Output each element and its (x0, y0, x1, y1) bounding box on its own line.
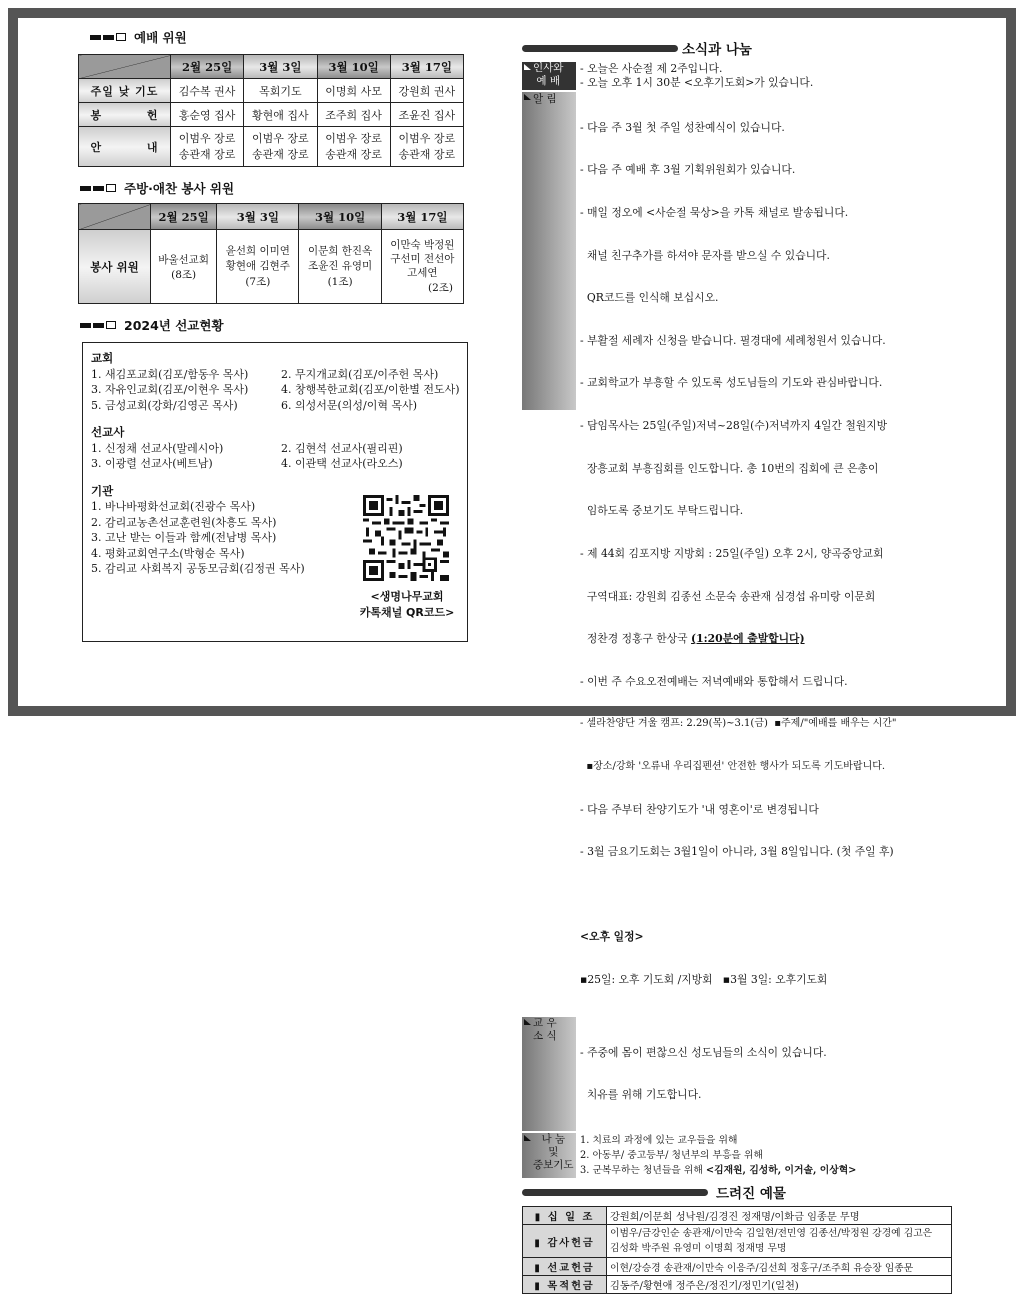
news-line: 1. 치료의 과정에 있는 교우들을 위해 (580, 1135, 738, 1147)
date-header: 3월 17일 (390, 55, 463, 79)
heading-bar (522, 1189, 708, 1196)
worship-heading (90, 28, 468, 46)
church: 6. 의성서문(의성/이혁 목사) (281, 398, 418, 412)
label-text: 목적헌금 (547, 1280, 595, 1293)
label-wrap (524, 92, 576, 106)
news-line: 채널 친구추가를 하셔야 문자를 받으실 수 있습니다. (580, 248, 830, 262)
row-label: 안 내 (79, 127, 171, 167)
table-cell: 홍순영 집사 (171, 103, 244, 127)
church: 3. 자유인교회(김포/이현우 목사) (91, 383, 249, 396)
kitchen-table (78, 203, 464, 304)
news-line: - 주중에 몸이 편찮으신 성도님들의 소식이 있습니다. (580, 1045, 827, 1059)
missionary: 1. 신정채 선교사(말레시아) (91, 441, 224, 455)
table-cell: 이범우 장로 송관재 장로 (244, 127, 317, 167)
news-line: - 다음 주부터 찬양기도가 '내 영혼이'로 변경됩니다 (580, 802, 819, 816)
news-line (580, 632, 952, 646)
news-line: - 다음 주 예배 후 3월 기획위원회가 있습니다. (580, 163, 796, 177)
news-line: - 이번 주 수요오전예배는 저녁예배와 통합해서 드립니다. (580, 674, 848, 688)
table-cell (151, 230, 217, 304)
qr-caption (347, 589, 467, 621)
news-line: 구역대표: 강원희 김종선 소문숙 송관재 심경섭 유미랑 이문희 (580, 589, 876, 603)
date-header: 3월 3일 (244, 55, 317, 79)
list-item (91, 367, 461, 383)
table-corner (79, 204, 151, 230)
names: 바울선교회 (158, 253, 209, 266)
news-line: 치유를 위해 기도합니다. (580, 1088, 702, 1102)
bullet-icon (80, 186, 91, 191)
names: 이문희 한진옥 조윤진 유영미 (307, 245, 373, 272)
list-item: 1. 바나바평화선교회(진광수 목사) (91, 500, 256, 513)
news-line: 임하도록 중보기도 부탁드립니다. (580, 504, 744, 518)
church: 1. 새김포교회(김포/함동우 목사) (91, 367, 249, 381)
label-text: 감사헌금 (547, 1236, 595, 1249)
list-item: 3. 고난 받는 이들과 함께(전남병 목사) (91, 531, 277, 544)
mission-title: 2024년 선교현황 (124, 318, 224, 333)
table-cell: 이범우/금강인순 송관재/이만숙 김일현/전민영 김종선/박정원 강경예 김고은 김성화 박주원 유영미 이명희 정재명 무명 (607, 1225, 952, 1258)
news-line: - 담임목사는 25일(주일)저녁~28일(수)저녁까지 4일간 철원지방 (580, 419, 888, 433)
mission-box (82, 342, 468, 642)
offering-table (522, 1206, 952, 1294)
news-line: - 부활절 세례자 신청을 받습니다. 필경대에 세례청원서 있습니다. (580, 333, 886, 347)
news-section-care (522, 1017, 952, 1131)
section-label (522, 92, 576, 410)
list-item (91, 441, 461, 457)
list-item: 4. 평화교회연구소(박형순 목사) (91, 546, 245, 560)
triangle-icon (524, 64, 531, 70)
group: (2조) (427, 282, 453, 294)
table-cell: 강원희/이문희 성낙원/김경진 정재명/이화금 임종문 무명 (607, 1207, 952, 1225)
news-line: - 오늘 오후 1시 30분 <오후기도회>가 있습니다. (580, 76, 814, 90)
section-label (522, 1133, 576, 1178)
row-label: ▮ 십 일 조 (523, 1207, 607, 1225)
offering-title: 드려진 예물 (716, 1186, 786, 1203)
church-title: 교회 (91, 351, 114, 365)
schedule-title: <오후 일정> (580, 930, 644, 944)
date-header: 3월 17일 (381, 204, 463, 230)
news-line (580, 1163, 952, 1178)
missionary: 3. 이광렬 선교사(베트남) (91, 457, 213, 470)
row-label: 봉사 위원 (79, 230, 151, 304)
table-cell: 목회기도 (244, 79, 317, 103)
news-heading (522, 38, 952, 58)
section-body (576, 1133, 952, 1178)
names: 이만숙 박정원 구선미 전선아 고세연 (390, 239, 455, 279)
news-line: - 매일 정오에 <사순절 묵상>을 카톡 채널로 발송됩니다. (580, 206, 849, 220)
church: 5. 금성교회(강화/김영곤 목사) (91, 398, 238, 412)
news-line: 2. 아동부/ 중고등부/ 청년부의 부흥을 위해 (580, 1150, 763, 1162)
news-line: 장흥교회 부흥집회를 인도합니다. 총 10번의 집회에 큰 은총이 (580, 461, 879, 475)
news-line: QR코드를 인식해 보십시오. (580, 291, 719, 305)
news-line: - 다음 주 3월 첫 주일 성찬예식이 있습니다. (580, 120, 785, 134)
row-label: 봉 헌 (79, 103, 171, 127)
date-header: 3월 10일 (317, 55, 390, 79)
church: 2. 무지개교회(김포/이주헌 목사) (281, 367, 439, 381)
table-cell: 황현애 집사 (244, 103, 317, 127)
list-item: 2. 감리교농촌선교훈련원(차흥도 목사) (91, 515, 277, 529)
table-cell (381, 230, 463, 304)
news-title: 소식과 나눔 (682, 42, 752, 58)
triangle-icon (524, 94, 531, 100)
spacer (580, 888, 952, 902)
label-text: 십 일 조 (547, 1211, 595, 1224)
worship-table (78, 54, 464, 167)
right-column (522, 38, 952, 1294)
mission-heading (80, 316, 468, 334)
list-item (91, 382, 461, 398)
news-line: ▪장소/강화 '오류내 우리집펜션' 안전한 행사가 되도록 기도바랍니다. (580, 760, 886, 772)
row-label: ▮ 감사헌금 (523, 1225, 607, 1258)
news-section-prayer (522, 1133, 952, 1178)
news-line: - 오늘은 사순절 제 2주입니다. (580, 62, 723, 75)
table-corner (79, 55, 171, 79)
table-cell: 이범우 장로 송관재 장로 (317, 127, 390, 167)
table-cell: 이범우 장로 송관재 장로 (390, 127, 463, 167)
news-text: 정찬경 정홍구 한상국 (580, 632, 688, 646)
qr-code-icon[interactable] (363, 495, 449, 581)
bullet-icon (103, 35, 114, 40)
section-label (522, 1017, 576, 1131)
bullet-icon (93, 186, 104, 191)
church: 4. 창행복한교회(김포/이한별 전도사) (281, 383, 460, 396)
bullet-icon (116, 33, 126, 41)
row-label: 주일 낮 기도 (79, 79, 171, 103)
group: (8조) (171, 268, 197, 281)
list-item (91, 456, 461, 472)
row-label: ▮ 목적헌금 (523, 1276, 607, 1294)
worship-title: 예배 위원 (134, 30, 187, 45)
label-text: 선교헌금 (547, 1262, 595, 1275)
table-cell (299, 230, 381, 304)
kitchen-heading (80, 179, 468, 197)
label-wrap (524, 1017, 576, 1043)
table-cell: 이명희 사모 (317, 79, 390, 103)
table-cell: 강원희 권사 (390, 79, 463, 103)
org-title: 기관 (91, 483, 114, 498)
missionary: 2. 김현석 선교사(필리핀) (281, 441, 403, 455)
news-section-notices (522, 92, 952, 1015)
kitchen-title: 주방·애찬 봉사 위원 (124, 181, 235, 196)
news-text: 3. 군복무하는 청년들을 위해 (580, 1165, 703, 1177)
table-cell: 김동주/황현애 정주은/정진기/정민기(일천) (607, 1276, 952, 1294)
label-text: 인사와 예 배 (533, 62, 564, 87)
left-column (78, 28, 468, 642)
table-cell: 조윤진 집사 (390, 103, 463, 127)
bullet-icon (93, 323, 104, 328)
bullet-icon (90, 35, 101, 40)
table-cell: 김수복 권사 (171, 79, 244, 103)
label-wrap (524, 62, 576, 88)
qr-caption-line: <생명나무교회 (370, 590, 444, 603)
section-body (576, 62, 952, 90)
bullet-icon (80, 323, 91, 328)
qr-caption-line: 카톡채널 QR코드> (359, 606, 455, 619)
news-line: - 제 44회 김포지방 지방회 : 25일(주일) 오후 2시, 양곡중앙교회 (580, 546, 884, 560)
missionary-title: 선교사 (91, 425, 125, 439)
section-body (576, 1017, 952, 1131)
missionary: 4. 이관택 선교사(라오스) (281, 457, 403, 470)
heading-bar (522, 45, 678, 52)
prayer-names: <김재원, 김성하, 이거솔, 이상혁> (705, 1165, 857, 1177)
row-label: ▮ 선교헌금 (523, 1258, 607, 1276)
date-header: 2월 25일 (151, 204, 217, 230)
list-item (91, 398, 461, 414)
names: 윤선희 이미연 황현애 김현주 (225, 245, 290, 272)
table-cell: 조주희 집사 (317, 103, 390, 127)
triangle-icon (524, 1019, 531, 1025)
label-text: 교 우 소 식 (533, 1017, 557, 1043)
label-wrap (524, 1133, 576, 1172)
group: (1조) (327, 276, 353, 288)
schedule-line: ▪25일: 오후 기도회 /지방회 ▪3월 3일: 오후기도회 (580, 972, 828, 986)
section-body (576, 92, 952, 1015)
depart-note: (1:20분에 출발합니다) (691, 632, 805, 646)
date-header: 3월 10일 (299, 204, 381, 230)
bullet-icon (106, 184, 116, 192)
offering-heading (522, 1182, 952, 1202)
news-section-greeting (522, 62, 952, 90)
table-cell: 이범우 장로 송관재 장로 (171, 127, 244, 167)
group: (7조) (245, 276, 271, 288)
date-header: 3월 3일 (217, 204, 299, 230)
date-header: 2월 25일 (171, 55, 244, 79)
table-cell: 이현/강승경 송관재/이만숙 이응주/김선희 정홍구/조주희 유승장 임종문 (607, 1258, 952, 1276)
news-line: - 교회학교가 부흥할 수 있도록 성도님들의 기도와 관심바랍니다. (580, 376, 883, 390)
news-line: - 셀라찬양단 겨울 캠프: 2.29(목)~3.1(금) ▪주제/"예배를 배우는 시간" (580, 718, 897, 730)
label-text: 나 눔 및 중보기도 (533, 1133, 574, 1172)
news-line: - 3월 금요기도회는 3월1일이 아니라, 3월 8일입니다. (첫 주일 후) (580, 845, 894, 859)
bullet-icon (106, 321, 116, 329)
section-label (522, 62, 576, 90)
label-text: 알 림 (533, 93, 557, 106)
triangle-icon (524, 1135, 531, 1141)
list-item: 5. 감리교 사회복지 공동모금회(김정권 목사) (91, 562, 305, 575)
table-cell (217, 230, 299, 304)
